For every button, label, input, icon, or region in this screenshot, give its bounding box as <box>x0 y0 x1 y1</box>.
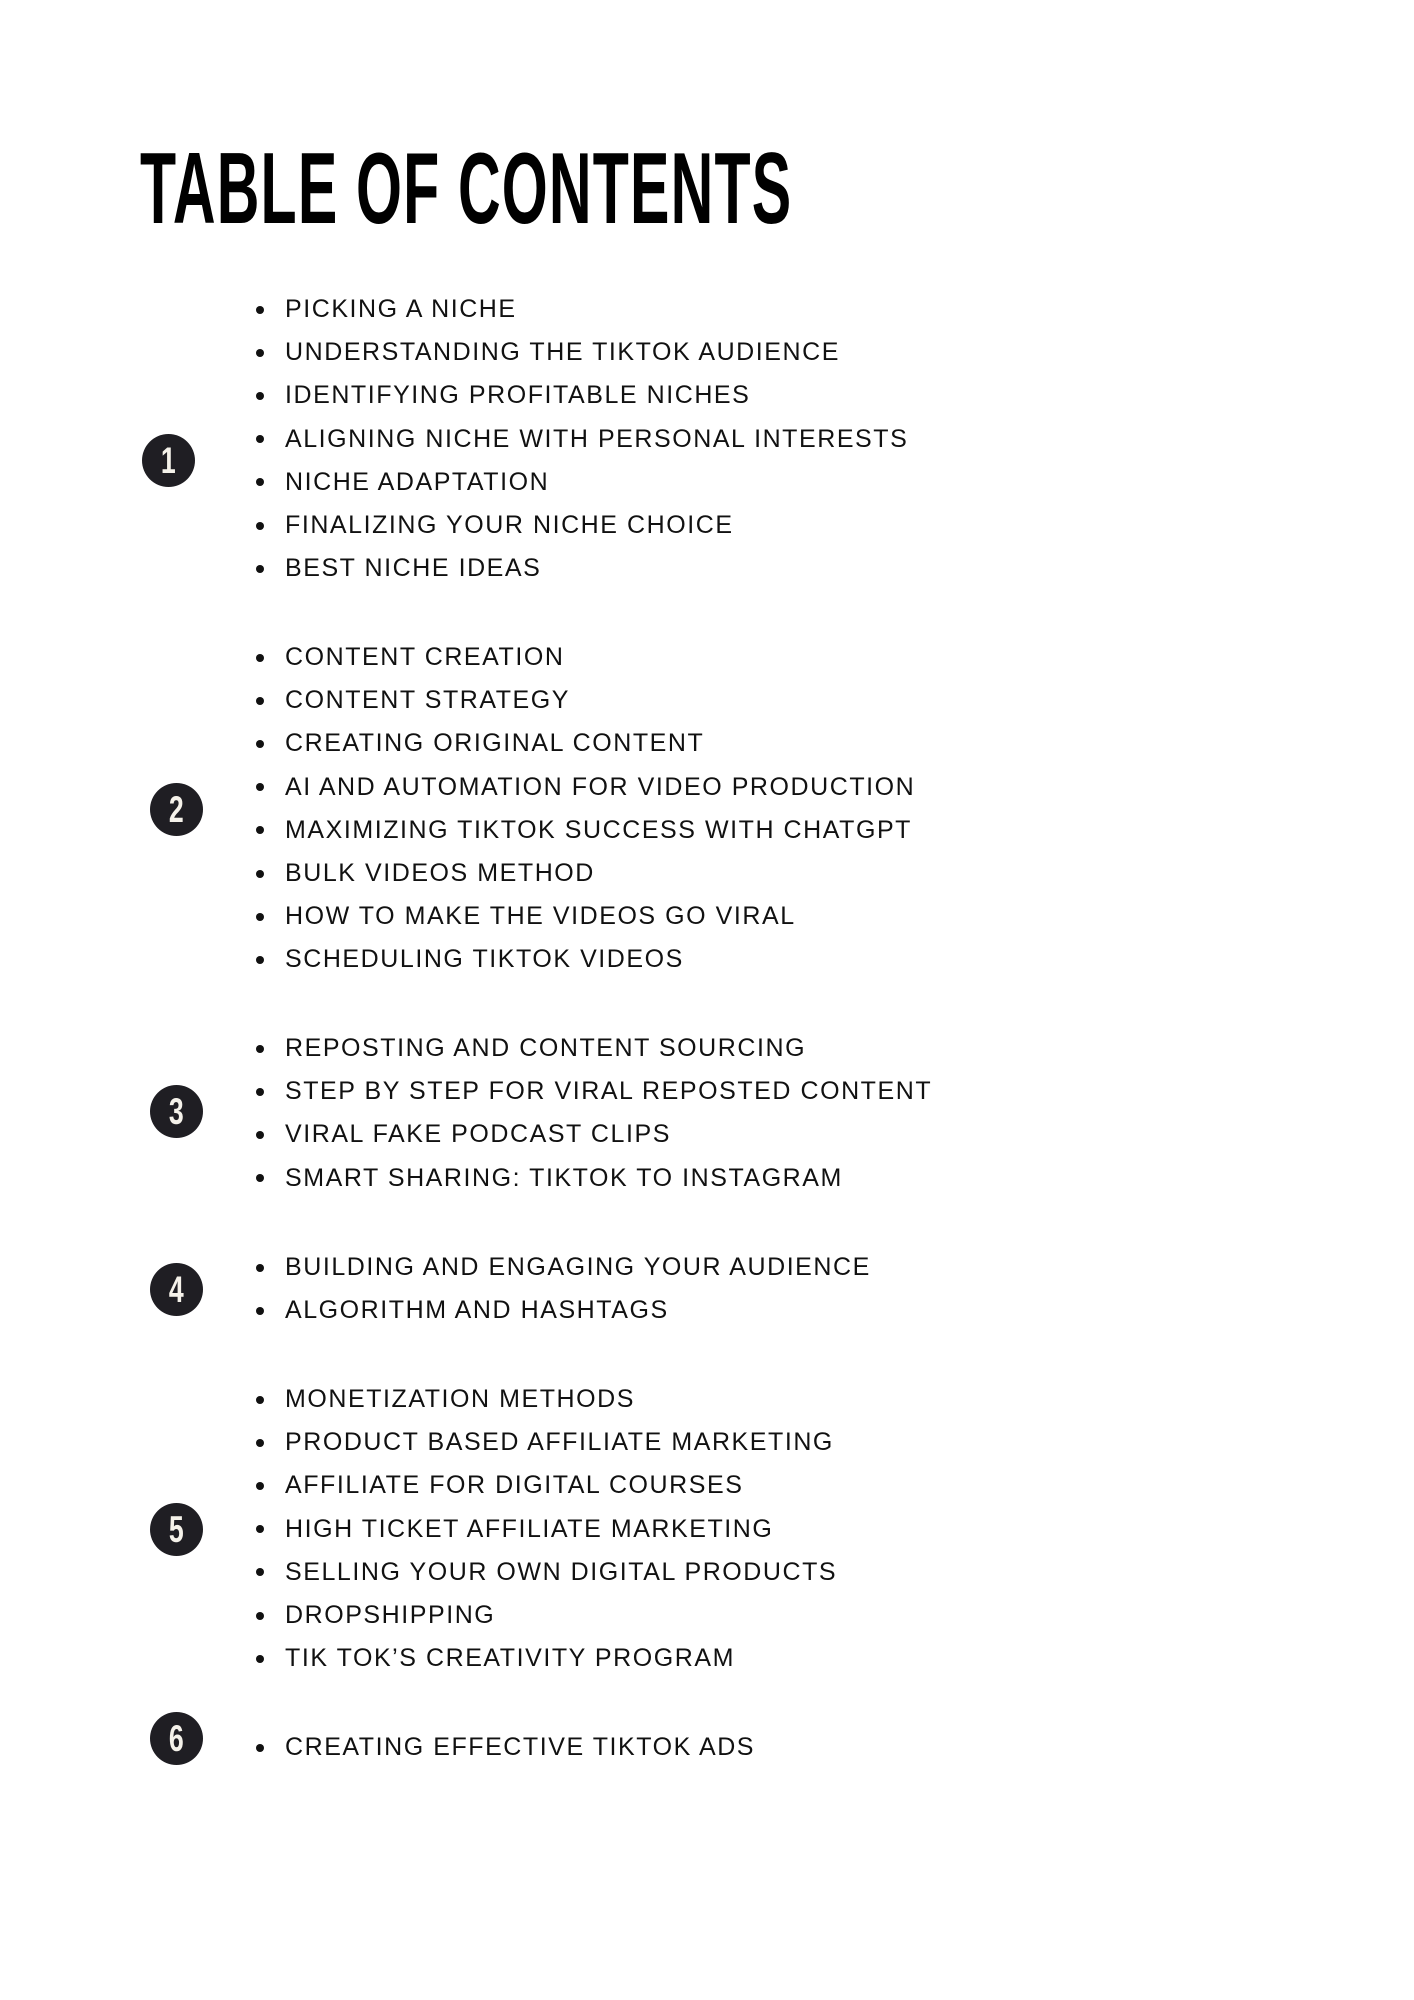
section-number-badge <box>142 434 195 487</box>
bullet-icon <box>256 349 264 357</box>
toc-item[interactable] <box>252 1289 871 1332</box>
section-3-list <box>252 1027 932 1200</box>
toc-item-label: IDENTIFYING PROFITABLE NICHES <box>285 381 751 410</box>
toc-item[interactable] <box>252 461 908 504</box>
toc-item[interactable] <box>252 418 908 461</box>
bullet-icon <box>256 654 264 662</box>
toc-item[interactable] <box>252 1070 932 1113</box>
toc-item-label: SELLING YOUR OWN DIGITAL PRODUCTS <box>285 1557 838 1586</box>
toc-item-label: BULK VIDEOS METHOD <box>285 858 595 887</box>
toc-item-label: ALGORITHM AND HASHTAGS <box>285 1296 669 1325</box>
page-title: TABLE OF CONTENTS <box>140 133 793 245</box>
toc-item[interactable] <box>252 1421 837 1464</box>
bullet-icon <box>256 1264 264 1272</box>
toc-item[interactable] <box>252 895 915 938</box>
bullet-icon <box>256 565 264 573</box>
toc-item[interactable] <box>252 288 908 331</box>
toc-item[interactable] <box>252 1508 837 1551</box>
toc-item[interactable] <box>252 809 915 852</box>
bullet-icon <box>256 392 264 400</box>
toc-item-label: CREATING EFFECTIVE TIKTOK ADS <box>285 1733 756 1761</box>
toc-item-label: BUILDING AND ENGAGING YOUR AUDIENCE <box>285 1253 871 1281</box>
toc-item-label: CONTENT STRATEGY <box>285 686 571 715</box>
bullet-icon <box>256 956 264 964</box>
bullet-icon <box>256 1045 264 1053</box>
bullet-icon <box>256 1482 264 1490</box>
toc-item[interactable] <box>252 331 908 374</box>
bullet-icon <box>256 1174 264 1182</box>
toc-item[interactable] <box>252 1726 755 1769</box>
section-number: 3 <box>169 1091 184 1132</box>
toc-item-label: TIK TOK’S CREATIVITY PROGRAM <box>285 1644 735 1673</box>
toc-item[interactable] <box>252 722 915 765</box>
section-number-badge <box>150 1712 203 1765</box>
toc-item[interactable] <box>252 852 915 895</box>
toc-item[interactable] <box>252 1113 932 1156</box>
bullet-icon <box>256 478 264 486</box>
toc-item-label: ALIGNING NICHE WITH PERSONAL INTERESTS <box>285 424 909 453</box>
bullet-icon <box>256 1396 264 1404</box>
section-1-list <box>252 288 908 590</box>
toc-item-label: MAXIMIZING TIKTOK SUCCESS WITH CHATGPT <box>285 815 912 844</box>
bullet-icon <box>256 306 264 314</box>
toc-item[interactable] <box>252 504 908 547</box>
toc-item[interactable] <box>252 1594 837 1637</box>
toc-item[interactable] <box>252 1246 871 1289</box>
toc-item-label: PICKING A NICHE <box>285 295 517 323</box>
bullet-icon <box>256 1568 264 1576</box>
section-number-badge <box>150 1503 203 1556</box>
toc-item-label: CONTENT CREATION <box>285 643 565 671</box>
section-number: 1 <box>161 440 176 481</box>
bullet-icon <box>256 1307 264 1315</box>
section-number-badge <box>150 783 203 836</box>
toc-item[interactable] <box>252 938 915 981</box>
bullet-icon <box>256 697 264 705</box>
toc-item-label: VIRAL FAKE PODCAST CLIPS <box>285 1120 671 1149</box>
bullet-icon <box>256 1088 264 1096</box>
section-4-list <box>252 1246 871 1332</box>
bullet-icon <box>256 1525 264 1533</box>
bullet-icon <box>256 522 264 530</box>
toc-item-label: AFFILIATE FOR DIGITAL COURSES <box>285 1471 744 1500</box>
section-6-list <box>252 1726 755 1769</box>
toc-item-label: DROPSHIPPING <box>285 1600 496 1629</box>
toc-item[interactable] <box>252 1027 932 1070</box>
section-number: 4 <box>169 1269 184 1310</box>
toc-item[interactable] <box>252 679 915 722</box>
bullet-icon <box>256 740 264 748</box>
toc-item-label: UNDERSTANDING THE TIKTOK AUDIENCE <box>285 338 840 367</box>
toc-item-label: BEST NICHE IDEAS <box>285 554 542 583</box>
bullet-icon <box>256 1439 264 1447</box>
toc-item-label: PRODUCT BASED AFFILIATE MARKETING <box>285 1428 834 1457</box>
toc-item[interactable] <box>252 1551 837 1594</box>
toc-item-label: HIGH TICKET AFFILIATE MARKETING <box>285 1514 774 1543</box>
toc-item[interactable] <box>252 374 908 417</box>
section-number: 5 <box>169 1509 184 1550</box>
bullet-icon <box>256 1612 264 1620</box>
toc-item-label: REPOSTING AND CONTENT SOURCING <box>285 1034 807 1062</box>
section-number: 6 <box>169 1718 184 1759</box>
section-5-list <box>252 1378 837 1680</box>
section-2-list <box>252 636 915 982</box>
toc-item-label: CREATING ORIGINAL CONTENT <box>285 729 705 758</box>
bullet-icon <box>256 870 264 878</box>
bullet-icon <box>256 435 264 443</box>
bullet-icon <box>256 913 264 921</box>
bullet-icon <box>256 1131 264 1139</box>
toc-item[interactable] <box>252 1637 837 1680</box>
toc-item-label: FINALIZING YOUR NICHE CHOICE <box>285 510 734 539</box>
toc-item[interactable] <box>252 547 908 590</box>
toc-item[interactable] <box>252 766 915 809</box>
toc-item[interactable] <box>252 636 915 679</box>
toc-item-label: AI AND AUTOMATION FOR VIDEO PRODUCTION <box>285 772 916 801</box>
section-number: 2 <box>169 789 184 830</box>
toc-item[interactable] <box>252 1157 932 1200</box>
toc-item-label: SMART SHARING: TIKTOK TO INSTAGRAM <box>285 1163 843 1192</box>
section-number-badge <box>150 1263 203 1316</box>
toc-item[interactable] <box>252 1464 837 1507</box>
toc-item-label: NICHE ADAPTATION <box>285 467 550 496</box>
bullet-icon <box>256 783 264 791</box>
bullet-icon <box>256 1744 264 1752</box>
bullet-icon <box>256 826 264 834</box>
toc-item-label: MONETIZATION METHODS <box>285 1385 635 1413</box>
section-number-badge <box>150 1085 203 1138</box>
toc-item-label: STEP BY STEP FOR VIRAL REPOSTED CONTENT <box>285 1077 933 1106</box>
toc-item-label: SCHEDULING TIKTOK VIDEOS <box>285 945 684 974</box>
toc-item[interactable] <box>252 1378 837 1421</box>
toc-item-label: HOW TO MAKE THE VIDEOS GO VIRAL <box>285 902 796 931</box>
bullet-icon <box>256 1655 264 1663</box>
